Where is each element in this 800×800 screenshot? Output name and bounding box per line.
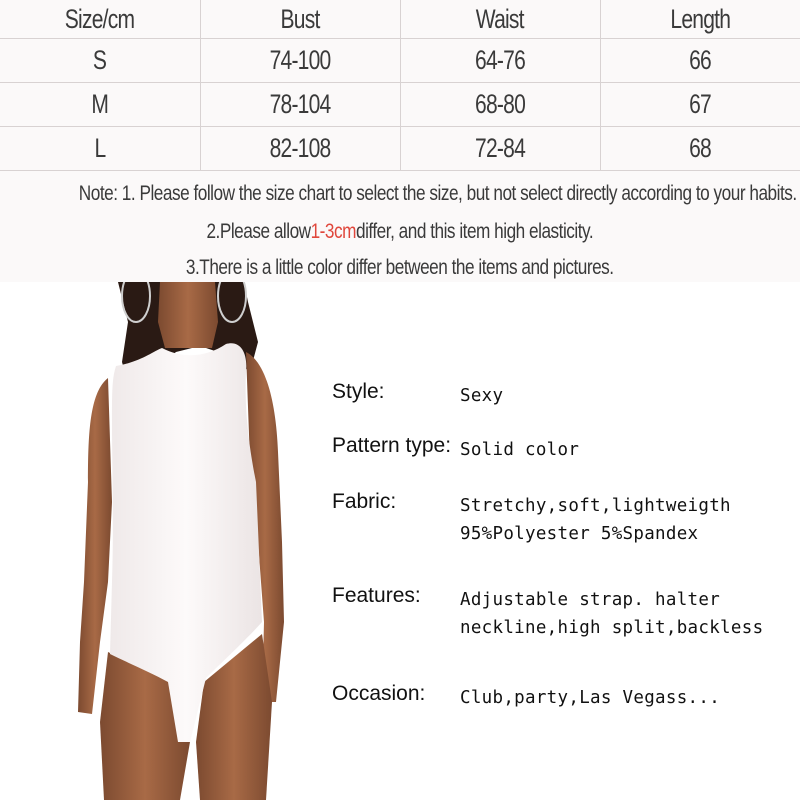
cell-bust: 82-108 [200,127,400,171]
table-row [0,39,800,83]
spec-label-fabric: Fabric: [332,490,397,513]
cell-waist: 68-80 [400,83,600,127]
cell-length: 67 [600,83,800,127]
spec-value-style: Sexy [460,386,504,406]
cell-waist: 64-76 [400,39,600,83]
cell-size: L [0,127,200,171]
neck [158,282,218,348]
cell-size: S [0,39,200,83]
header-size: Size/cm [0,0,200,39]
header-bust: Bust [200,0,400,39]
size-table-header-row [0,0,800,39]
spec-value-features-2: neckline,high split,backless [460,618,764,638]
header-waist: Waist [400,0,600,39]
note-line-1: Note: 1. Please follow the size chart to select the size, but not select directly according to your habits. [78,182,797,205]
note-line-2: 2.Please allow1-3cmdiffer, and this item high elasticity. [206,220,594,243]
highlight-tolerance: 1-3cm [310,220,357,243]
header-length: Length [600,0,800,39]
cell-length: 66 [600,39,800,83]
product-photo [0,282,320,800]
spec-value-occasion: Club,party,Las Vegass... [460,688,721,708]
spec-label-pattern: Pattern type: [332,434,452,457]
product-specs [332,282,800,800]
spec-value-features-1: Adjustable strap. halter [460,590,721,610]
cell-bust: 74-100 [200,39,400,83]
table-row [0,83,800,127]
spec-label-features: Features: [332,584,421,607]
cell-bust: 78-104 [200,83,400,127]
cell-size: M [0,83,200,127]
spec-value-fabric-1: Stretchy,soft,lightweigth [460,496,731,516]
spec-label-style: Style: [332,380,385,403]
spec-label-occasion: Occasion: [332,682,426,705]
table-row [0,127,800,171]
size-table [0,0,800,171]
size-chart [0,0,800,282]
product-section [0,282,800,800]
note-line-3: 3.There is a little color differ between the items and pictures. [186,256,614,279]
spec-value-pattern: Solid color [460,440,580,460]
cell-waist: 72-84 [400,127,600,171]
spec-value-fabric-2: 95%Polyester 5%Spandex [460,524,699,544]
cell-length: 68 [600,127,800,171]
